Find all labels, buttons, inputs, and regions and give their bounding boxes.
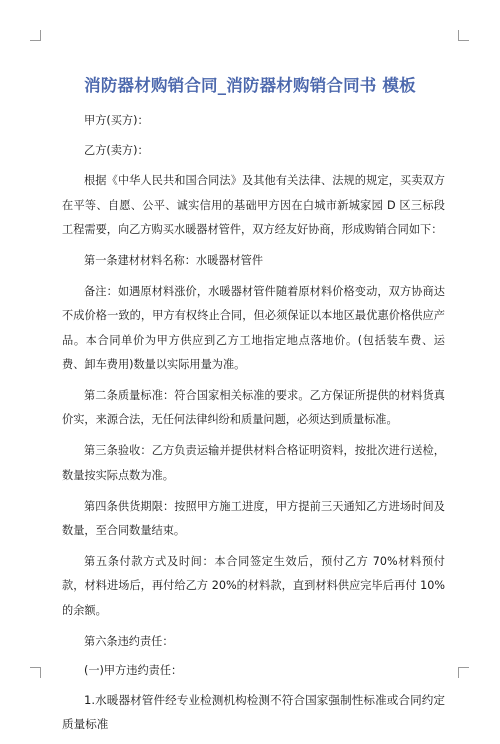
page-corner-mark-top-right (458, 30, 469, 41)
article-3-paragraph: 第三条验收：乙方负责运输并提供材料合格证明资料，按批次进行送检，数量按实际点数为准。 (62, 444, 445, 482)
article-5-paragraph: 第五条付款方式及时间：本合同签定生效后，预付乙方 70%材料预付款，材料进场后，再付给乙方 20%的材料款，直到材料供应完毕后再付 10%的余额。 (62, 555, 445, 617)
party-a-liability-heading: (一)甲方违约责任： (84, 664, 183, 678)
page-corner-mark-top-left (30, 30, 41, 41)
document-body (62, 109, 445, 744)
article-6-heading: 第六条违约责任： (84, 634, 174, 648)
party-a-line: 甲方(买方)： (84, 114, 149, 127)
party-b-line: 乙方(卖方)： (84, 144, 149, 158)
article-4-paragraph: 第四条供货期限：按照甲方施工进度，甲方提前三天通知乙方进场时间及数量，至合同数量结束。 (62, 499, 445, 538)
page-corner-mark-bottom-left (30, 667, 41, 678)
document-title: 消防器材购销合同_消防器材购销合同书 模板 (84, 76, 416, 96)
article-1-paragraph: 第一条建材材料名称：水暖器材管件 (84, 254, 264, 268)
preamble-paragraph: 根据《中华人民共和国合同法》及其他有关法律、法规的规定，买卖双方在平等、自愿、公平、诚实信用的基础甲方因在白城市新城家园 D 区三标段工程需要，向乙方购买水暖器材管件，双方经友好协商，形成购销合同如下： (62, 174, 445, 236)
page-corner-mark-bottom-right (458, 667, 469, 678)
article-2-paragraph: 第二条质量标准：符合国家相关标准的要求。乙方保证所提供的材料货真价实，来源合法，无任何法律纠纷和质量问题，必须达到质量标准。 (62, 389, 445, 427)
liability-clause-1: 1.水暖器材管件经专业检测机构检测不符合国家强制性标准或合同约定质量标准 (62, 693, 445, 732)
note-paragraph: 备注：如遇原材料涨价，水暖器材管件随着原材料价格变动，双方协商达不成价格一致的，甲方有权终止合同，但必须保证以本地区最优惠价格供应产品。本合同单价为甲方供应到乙方工地指定地点落地价。(包括装车费、运费、卸车费用)数量以实际用量为准。 (62, 285, 445, 371)
